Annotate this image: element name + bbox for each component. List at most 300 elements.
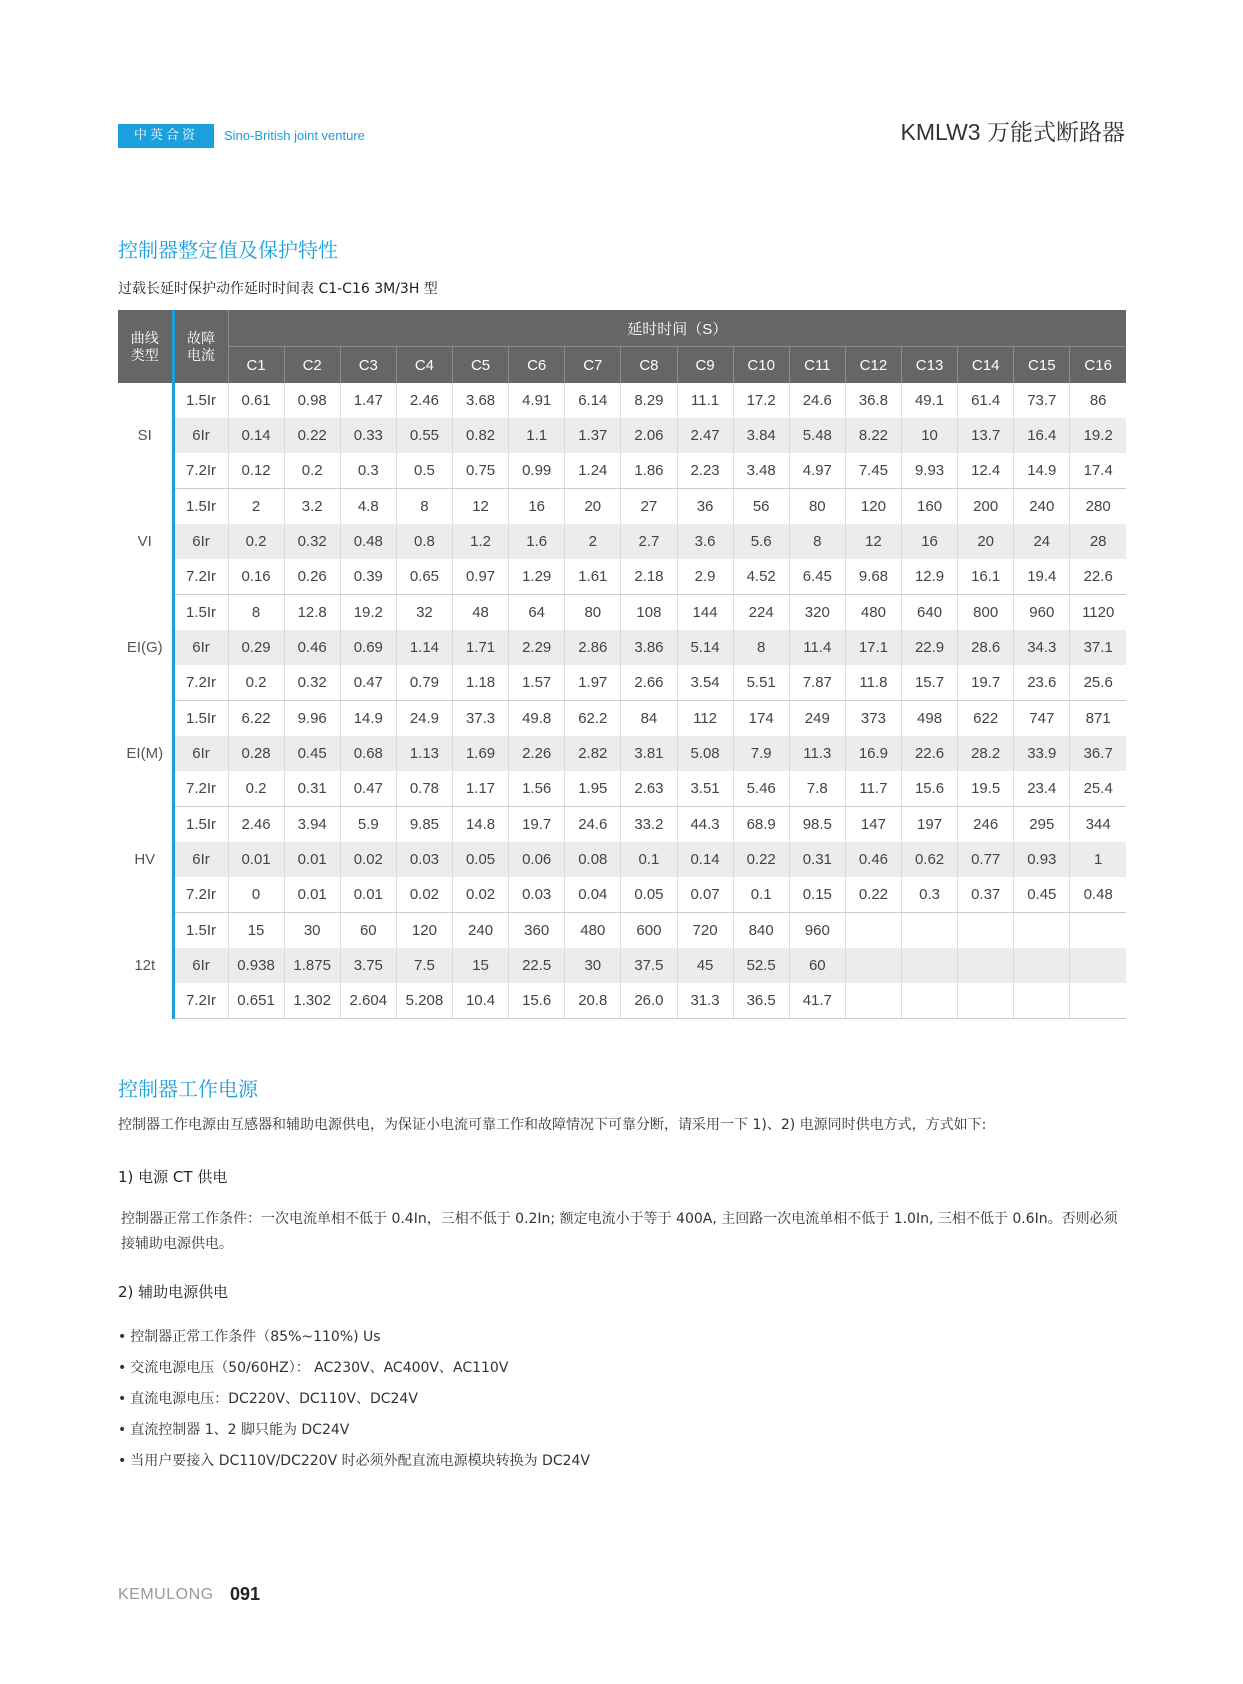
delay-value-cell: 0.01 (228, 842, 284, 877)
delay-value-cell (902, 913, 958, 949)
power-intro-text: 控制器工作电源由互感器和辅助电源供电，为保证小电流可靠工作和故障情况下可靠分断，请采用一下 1)、2) 电源同时供电方式，方式如下: (118, 1117, 987, 1133)
delay-value-cell: 1 (1070, 842, 1126, 877)
delay-value-cell: 2.29 (509, 630, 565, 665)
delay-value-cell: 0.46 (845, 842, 901, 877)
delay-value-cell (958, 948, 1014, 983)
delay-value-cell: 1.61 (565, 559, 621, 595)
column-header-row (118, 347, 1126, 384)
delay-value-cell: 0.97 (453, 559, 509, 595)
fault-current-cell: 6Ir (173, 630, 228, 665)
delay-value-cell: 14.9 (340, 701, 396, 737)
delay-value-cell: 4.97 (789, 453, 845, 489)
delay-value-cell: 16 (902, 524, 958, 559)
delay-value-cell: 28.2 (958, 736, 1014, 771)
delay-value-cell: 19.2 (1070, 418, 1126, 453)
delay-value-cell: 2.604 (340, 983, 396, 1019)
delay-value-cell (1014, 983, 1070, 1019)
delay-value-cell: 36.8 (845, 383, 901, 418)
delay-value-cell: 280 (1070, 489, 1126, 525)
delay-value-cell: 0.15 (789, 877, 845, 913)
delay-value-cell: 1.47 (340, 383, 396, 418)
delay-value-cell: 0.33 (340, 418, 396, 453)
delay-value-cell: 64 (509, 595, 565, 631)
delay-value-cell: 11.4 (789, 630, 845, 665)
delay-value-cell: 12 (845, 524, 901, 559)
delay-value-cell: 13.7 (958, 418, 1014, 453)
delay-value-cell: 2.18 (621, 559, 677, 595)
delay-value-cell: 2.26 (509, 736, 565, 771)
delay-value-cell (845, 948, 901, 983)
delay-value-cell (958, 913, 1014, 949)
delay-value-cell: 0.32 (284, 665, 340, 701)
delay-value-cell (902, 983, 958, 1019)
curve-type-cell: EI(M) (126, 745, 164, 762)
delay-value-cell: 1.17 (453, 771, 509, 807)
table-row (118, 665, 1126, 701)
delay-value-cell: 5.9 (340, 807, 396, 843)
delay-value-cell: 0.29 (228, 630, 284, 665)
delay-value-cell: 320 (789, 595, 845, 631)
delay-value-cell: 9.68 (845, 559, 901, 595)
delay-value-cell: 37.5 (621, 948, 677, 983)
delay-value-cell: 52.5 (733, 948, 789, 983)
delay-value-cell: 5.208 (396, 983, 452, 1019)
delay-value-cell: 86 (1070, 383, 1126, 418)
delay-value-cell: 0.3 (902, 877, 958, 913)
delay-value-cell: 41.7 (789, 983, 845, 1019)
delay-value-cell: 0.22 (284, 418, 340, 453)
delay-value-cell: 0.14 (677, 842, 733, 877)
delay-value-cell: 8 (228, 595, 284, 631)
fault-current-cell: 1.5Ir (173, 913, 228, 949)
curve-type-header: 曲线 类型 (118, 310, 173, 383)
delay-value-cell: 747 (1014, 701, 1070, 737)
fault-current-cell: 6Ir (173, 418, 228, 453)
delay-value-cell: 0.28 (228, 736, 284, 771)
delay-value-cell: 0.55 (396, 418, 452, 453)
delay-value-cell: 25.4 (1070, 771, 1126, 807)
delay-value-cell: 3.48 (733, 453, 789, 489)
delay-value-cell: 7.45 (845, 453, 901, 489)
delay-value-cell: 0.98 (284, 383, 340, 418)
delay-value-cell: 373 (845, 701, 901, 737)
delay-value-cell: 12.8 (284, 595, 340, 631)
delay-value-cell: 15.6 (902, 771, 958, 807)
delay-value-cell: 24 (1014, 524, 1070, 559)
list-item: • 直流控制器 1、2 脚只能为 DC24V (118, 1415, 590, 1446)
fault-current-cell: 7.2Ir (173, 453, 228, 489)
delay-value-cell: 4.8 (340, 489, 396, 525)
column-header-c9: C9 (677, 347, 733, 384)
delay-value-cell: 22.9 (902, 630, 958, 665)
delay-value-cell: 24.6 (789, 383, 845, 418)
delay-value-cell: 0.93 (1014, 842, 1070, 877)
footer-brand: KEMULONG (118, 1586, 214, 1603)
table-row (118, 489, 1126, 525)
delay-value-cell: 44.3 (677, 807, 733, 843)
delay-value-cell: 15.6 (509, 983, 565, 1019)
fault-current-cell: 6Ir (173, 736, 228, 771)
delay-value-cell: 9.85 (396, 807, 452, 843)
list-item: • 直流电源电压：DC220V、DC110V、DC24V (118, 1384, 590, 1415)
delay-value-cell: 1120 (1070, 595, 1126, 631)
delay-value-cell: 7.9 (733, 736, 789, 771)
delay-value-cell: 0.06 (509, 842, 565, 877)
delay-value-cell: 12.4 (958, 453, 1014, 489)
delay-value-cell: 0.938 (228, 948, 284, 983)
delay-value-cell: 0.12 (228, 453, 284, 489)
delay-value-cell: 0.78 (396, 771, 452, 807)
curve-type-cell: 12t (134, 957, 156, 974)
delay-value-cell: 600 (621, 913, 677, 949)
delay-value-cell: 0.75 (453, 453, 509, 489)
column-header-c6: C6 (509, 347, 565, 384)
delay-value-cell: 9.93 (902, 453, 958, 489)
section-title-power: 控制器工作电源 (118, 1077, 258, 1101)
fault-current-cell: 1.5Ir (173, 807, 228, 843)
delay-value-cell: 68.9 (733, 807, 789, 843)
delay-value-cell: 2.63 (621, 771, 677, 807)
delay-value-cell: 0.2 (284, 453, 340, 489)
delay-value-cell: 15 (228, 913, 284, 949)
delay-value-cell: 23.4 (1014, 771, 1070, 807)
delay-value-cell: 48 (453, 595, 509, 631)
delay-value-cell: 800 (958, 595, 1014, 631)
delay-value-cell: 3.68 (453, 383, 509, 418)
column-header-c5: C5 (453, 347, 509, 384)
delay-value-cell: 20.8 (565, 983, 621, 1019)
delay-value-cell: 27 (621, 489, 677, 525)
delay-value-cell: 174 (733, 701, 789, 737)
delay-value-cell: 0.39 (340, 559, 396, 595)
delay-value-cell: 1.6 (509, 524, 565, 559)
delay-value-cell: 16.4 (1014, 418, 1070, 453)
delay-value-cell (1070, 913, 1126, 949)
delay-value-cell: 8 (733, 630, 789, 665)
delay-value-cell: 960 (789, 913, 845, 949)
delay-time-table (118, 310, 1126, 1019)
delay-value-cell: 10 (902, 418, 958, 453)
delay-value-cell: 360 (509, 913, 565, 949)
delay-value-cell: 22.6 (1070, 559, 1126, 595)
delay-value-cell: 36.5 (733, 983, 789, 1019)
delay-value-cell: 120 (396, 913, 452, 949)
delay-value-cell (845, 983, 901, 1019)
table-row (118, 771, 1126, 807)
delay-value-cell: 0.2 (228, 771, 284, 807)
delay-value-cell: 0.62 (902, 842, 958, 877)
delay-value-cell: 0.69 (340, 630, 396, 665)
table-body (118, 383, 1126, 1019)
delay-value-cell: 31.3 (677, 983, 733, 1019)
column-header-c4: C4 (396, 347, 452, 384)
delay-value-cell: 2 (228, 489, 284, 525)
delay-value-cell: 0.16 (228, 559, 284, 595)
delay-value-cell: 0.68 (340, 736, 396, 771)
column-header-c10: C10 (733, 347, 789, 384)
table-row (118, 559, 1126, 595)
delay-value-cell: 720 (677, 913, 733, 949)
delay-value-cell: 1.302 (284, 983, 340, 1019)
delay-value-cell: 0.48 (1070, 877, 1126, 913)
delay-value-cell: 0.01 (284, 877, 340, 913)
delay-value-cell: 3.54 (677, 665, 733, 701)
delay-value-cell: 0.31 (789, 842, 845, 877)
delay-value-cell: 37.1 (1070, 630, 1126, 665)
column-header-c12: C12 (845, 347, 901, 384)
delay-value-cell: 1.875 (284, 948, 340, 983)
delay-value-cell: 3.2 (284, 489, 340, 525)
fault-current-cell: 7.2Ir (173, 771, 228, 807)
delay-value-cell (902, 948, 958, 983)
delay-value-cell: 4.52 (733, 559, 789, 595)
table-row (118, 736, 1126, 771)
list-item: • 控制器正常工作条件（85%~110%) Us (118, 1322, 590, 1353)
delay-value-cell: 3.6 (677, 524, 733, 559)
delay-value-cell: 7.5 (396, 948, 452, 983)
delay-value-cell: 2.82 (565, 736, 621, 771)
curve-type-cell: VI (137, 533, 152, 550)
delay-value-cell: 0.8 (396, 524, 452, 559)
fault-current-cell: 1.5Ir (173, 595, 228, 631)
table-row (118, 524, 1126, 559)
fault-current-cell: 1.5Ir (173, 383, 228, 418)
delay-value-cell: 37.3 (453, 701, 509, 737)
delay-value-cell: 0.02 (396, 877, 452, 913)
delay-value-cell: 1.71 (453, 630, 509, 665)
page-number: 091 (230, 1584, 261, 1604)
table-row (118, 807, 1126, 843)
delay-value-cell: 23.6 (1014, 665, 1070, 701)
delay-value-cell (1014, 913, 1070, 949)
list-item: • 交流电源电压（50/60HZ）： AC230V、AC400V、AC110V (118, 1353, 590, 1384)
delay-value-cell: 6.45 (789, 559, 845, 595)
header-badge-en: Sino-British joint venture (224, 128, 365, 143)
delay-value-cell: 960 (1014, 595, 1070, 631)
delay-value-cell: 197 (902, 807, 958, 843)
delay-value-cell: 622 (958, 701, 1014, 737)
delay-value-cell: 8.29 (621, 383, 677, 418)
delay-value-cell: 10.4 (453, 983, 509, 1019)
delay-value-cell: 0.45 (1014, 877, 1070, 913)
delay-value-cell: 8 (396, 489, 452, 525)
delay-value-cell: 3.94 (284, 807, 340, 843)
sub-heading-aux: 2) 辅助电源供电 (118, 1283, 229, 1301)
delay-value-cell: 0 (228, 877, 284, 913)
delay-time-header: 延时时间（S） (228, 310, 1126, 347)
delay-value-cell: 240 (453, 913, 509, 949)
curve-type-cell: SI (137, 427, 152, 445)
delay-value-cell: 1.57 (509, 665, 565, 701)
delay-value-cell: 0.48 (340, 524, 396, 559)
delay-value-cell: 0.82 (453, 418, 509, 453)
curve-type-cell: EI(G) (126, 639, 163, 656)
delay-value-cell: 2.86 (565, 630, 621, 665)
table-caption: 过载长延时保护动作延时时间表 C1-C16 3M/3H 型 (118, 281, 438, 297)
delay-value-cell: 640 (902, 595, 958, 631)
table-row (118, 453, 1126, 489)
delay-value-cell: 0.14 (228, 418, 284, 453)
delay-value-cell: 0.22 (733, 842, 789, 877)
delay-value-cell: 33.2 (621, 807, 677, 843)
delay-value-cell: 5.51 (733, 665, 789, 701)
delay-value-cell: 0.79 (396, 665, 452, 701)
delay-value-cell: 15.7 (902, 665, 958, 701)
fault-current-cell: 1.5Ir (173, 701, 228, 737)
delay-value-cell: 0.22 (845, 877, 901, 913)
delay-value-cell: 1.56 (509, 771, 565, 807)
delay-value-cell: 5.6 (733, 524, 789, 559)
delay-value-cell: 60 (340, 913, 396, 949)
delay-value-cell: 5.14 (677, 630, 733, 665)
delay-value-cell: 112 (677, 701, 733, 737)
delay-value-cell: 2.66 (621, 665, 677, 701)
delay-value-cell: 17.2 (733, 383, 789, 418)
delay-value-cell: 0.37 (958, 877, 1014, 913)
delay-value-cell: 0.45 (284, 736, 340, 771)
delay-value-cell: 1.69 (453, 736, 509, 771)
delay-value-cell: 26.0 (621, 983, 677, 1019)
delay-value-cell: 1.1 (509, 418, 565, 453)
delay-value-cell: 80 (565, 595, 621, 631)
delay-value-cell: 0.32 (284, 524, 340, 559)
delay-value-cell: 160 (902, 489, 958, 525)
delay-value-cell: 16 (509, 489, 565, 525)
column-header-c1: C1 (228, 347, 284, 384)
column-header-c7: C7 (565, 347, 621, 384)
delay-value-cell: 1.37 (565, 418, 621, 453)
header-badge-cn: 中英合资 (118, 124, 214, 148)
delay-value-cell: 19.7 (509, 807, 565, 843)
table-row (118, 842, 1126, 877)
delay-value-cell: 17.4 (1070, 453, 1126, 489)
column-header-c13: C13 (902, 347, 958, 384)
delay-value-cell: 0.01 (340, 877, 396, 913)
delay-value-cell: 11.3 (789, 736, 845, 771)
delay-value-cell: 295 (1014, 807, 1070, 843)
delay-value-cell: 120 (845, 489, 901, 525)
page-title: KMLW3 万能式断路器 (900, 119, 1125, 145)
delay-value-cell: 1.86 (621, 453, 677, 489)
delay-value-cell: 1.29 (509, 559, 565, 595)
delay-value-cell: 0.61 (228, 383, 284, 418)
fault-current-cell: 6Ir (173, 524, 228, 559)
delay-value-cell: 30 (565, 948, 621, 983)
delay-value-cell: 19.4 (1014, 559, 1070, 595)
delay-value-cell: 0.07 (677, 877, 733, 913)
column-header-c11: C11 (789, 347, 845, 384)
delay-value-cell: 24.6 (565, 807, 621, 843)
delay-value-cell: 0.04 (565, 877, 621, 913)
delay-value-cell: 0.651 (228, 983, 284, 1019)
delay-value-cell: 0.5 (396, 453, 452, 489)
delay-value-cell: 2 (565, 524, 621, 559)
delay-value-cell: 61.4 (958, 383, 1014, 418)
delay-value-cell: 1.95 (565, 771, 621, 807)
delay-value-cell: 3.75 (340, 948, 396, 983)
delay-value-cell: 19.2 (340, 595, 396, 631)
delay-value-cell: 49.8 (509, 701, 565, 737)
delay-value-cell: 0.1 (733, 877, 789, 913)
delay-value-cell: 871 (1070, 701, 1126, 737)
delay-value-cell: 25.6 (1070, 665, 1126, 701)
delay-value-cell: 7.8 (789, 771, 845, 807)
delay-value-cell: 33.9 (1014, 736, 1070, 771)
delay-value-cell: 56 (733, 489, 789, 525)
fault-current-cell: 7.2Ir (173, 877, 228, 913)
delay-value-cell: 60 (789, 948, 845, 983)
delay-value-cell: 20 (958, 524, 1014, 559)
delay-value-cell: 0.47 (340, 665, 396, 701)
delay-value-cell: 9.96 (284, 701, 340, 737)
delay-value-cell: 3.86 (621, 630, 677, 665)
delay-value-cell: 480 (845, 595, 901, 631)
delay-value-cell: 30 (284, 913, 340, 949)
fault-current-cell: 6Ir (173, 948, 228, 983)
list-item: • 当用户要接入 DC110V/DC220V 时必须外配直流电源模块转换为 DC24V (118, 1446, 590, 1477)
delay-value-cell: 1.13 (396, 736, 452, 771)
delay-value-cell: 0.65 (396, 559, 452, 595)
delay-value-cell: 0.46 (284, 630, 340, 665)
table-row (118, 983, 1126, 1019)
column-header-c8: C8 (621, 347, 677, 384)
delay-value-cell: 12 (453, 489, 509, 525)
delay-value-cell: 0.77 (958, 842, 1014, 877)
delay-value-cell: 0.03 (509, 877, 565, 913)
delay-value-cell: 2.46 (396, 383, 452, 418)
delay-value-cell (1070, 948, 1126, 983)
delay-value-cell: 14.8 (453, 807, 509, 843)
delay-value-cell: 8 (789, 524, 845, 559)
delay-value-cell: 6.14 (565, 383, 621, 418)
fault-current-cell: 7.2Ir (173, 983, 228, 1019)
delay-value-cell: 147 (845, 807, 901, 843)
delay-value-cell: 1.18 (453, 665, 509, 701)
delay-value-cell: 840 (733, 913, 789, 949)
column-header-c14: C14 (958, 347, 1014, 384)
delay-value-cell: 5.48 (789, 418, 845, 453)
fault-current-cell: 7.2Ir (173, 559, 228, 595)
column-header-c2: C2 (284, 347, 340, 384)
column-header-c16: C16 (1070, 347, 1126, 384)
delay-value-cell: 0.1 (621, 842, 677, 877)
delay-value-cell: 6.22 (228, 701, 284, 737)
delay-value-cell: 19.7 (958, 665, 1014, 701)
delay-value-cell: 45 (677, 948, 733, 983)
delay-value-cell: 1.97 (565, 665, 621, 701)
fault-current-cell: 6Ir (173, 842, 228, 877)
delay-value-cell: 11.7 (845, 771, 901, 807)
delay-value-cell (845, 913, 901, 949)
delay-value-cell: 1.24 (565, 453, 621, 489)
delay-value-cell: 2.23 (677, 453, 733, 489)
delay-value-cell: 498 (902, 701, 958, 737)
curve-type-cell: HV (134, 851, 156, 868)
delay-value-cell: 344 (1070, 807, 1126, 843)
delay-value-cell: 16.9 (845, 736, 901, 771)
delay-value-cell (958, 983, 1014, 1019)
delay-value-cell: 200 (958, 489, 1014, 525)
delay-value-cell: 80 (789, 489, 845, 525)
delay-value-cell: 17.1 (845, 630, 901, 665)
delay-value-cell: 15 (453, 948, 509, 983)
ct-condition-text: 控制器正常工作条件：一次电流单相不低于 0.4In，三相不低于 0.2In; 额定电流小于等于 400A, 主回路一次电流单相不低于 1.0In, 三相不低于 0.6In。否则必须接辅助电源供电。 (121, 1211, 1118, 1252)
delay-value-cell: 28.6 (958, 630, 1014, 665)
delay-value-cell: 8.22 (845, 418, 901, 453)
fault-current-cell: 7.2Ir (173, 665, 228, 701)
delay-value-cell: 11.1 (677, 383, 733, 418)
delay-value-cell: 36.7 (1070, 736, 1126, 771)
